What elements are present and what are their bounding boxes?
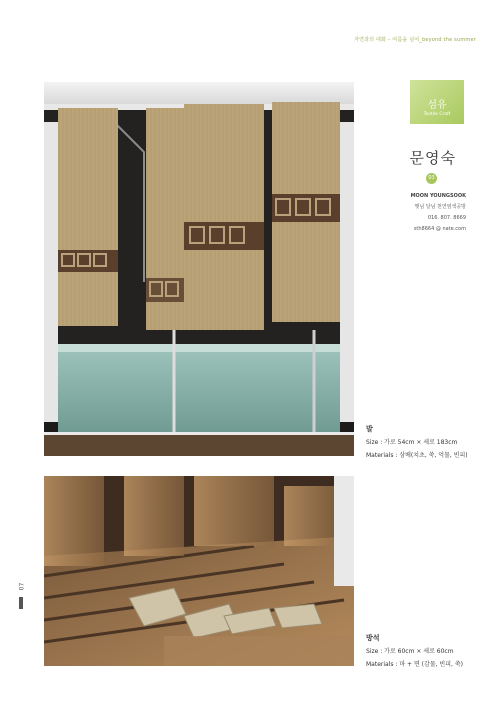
artist-name-en: MOON YOUNGSOOK (410, 193, 466, 199)
work-size: Size : 가로 60cm × 세로 60cm (366, 648, 454, 655)
work-title: 발 (366, 425, 373, 433)
category-korean: 섬유 (427, 100, 447, 111)
hanging-panels-illustration (44, 82, 354, 456)
artist-info (411, 191, 466, 235)
artist-affiliation: 햇님 달님 천연염색공방 (414, 204, 466, 210)
category-english: Textile Craft (423, 112, 451, 117)
work-title: 방석 (366, 634, 380, 642)
artist-phone: 016. 807. 8669 (427, 215, 466, 221)
artist-name: 문영숙 (409, 149, 456, 167)
page-header: 자연과의 대화 – 여름을 넘어_beyond the summer (354, 37, 476, 43)
artist-email: sth8664 @ nate.com (413, 226, 466, 232)
photo-hanging-panels (44, 82, 354, 456)
artist-number-badge: 03 (426, 173, 437, 184)
page-number: 07 (18, 582, 26, 591)
caption-work-2 (366, 632, 463, 671)
work-size: Size : 가로 54cm × 세로 183cm (366, 439, 458, 446)
caption-work-1 (366, 423, 468, 462)
photo-cushions (44, 476, 354, 666)
work-materials: Materials : 삼베(치초, 쑥, 억물, 빈피) (366, 452, 468, 459)
page-marker (19, 597, 23, 609)
work-materials: Materials : 마 + 면 (감물, 빈피, 쑥) (366, 661, 463, 668)
category-badge (410, 80, 464, 124)
cushions-illustration (44, 476, 354, 666)
